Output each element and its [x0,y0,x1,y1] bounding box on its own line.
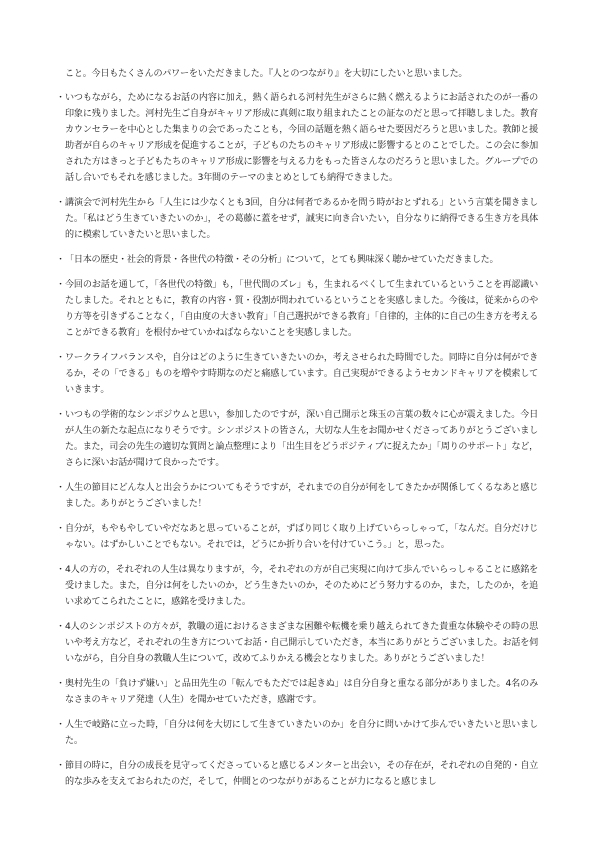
comment-list [56,66,538,799]
bullet-mark: ・ [56,255,65,265]
comment-item [56,676,538,708]
comment-item [56,277,538,341]
bullet-mark: ・ [56,679,65,689]
comment-item [56,619,538,667]
comment-item [56,562,538,610]
comment-item [56,90,538,186]
comment-item [56,480,538,512]
bullet-mark: ・ [56,761,65,771]
comment-text: こと。今日もたくさんのパワーをいただきました。『人とのつながり』を大切にしたいと思いました。 [65,69,468,79]
comment-item [56,252,538,268]
comment-text: ワークライフバランスや，自分はどのように生きていきたいのか，考えさせられた時間でした。同時に自分は何ができるか，その「できる」ものを増やす時期なのだと痛感しています。自己実現ができるようセカンドキャリアを模索していきます。 [65,353,538,395]
bullet-mark: ・ [56,622,65,632]
bullet-mark: ・ [56,524,65,534]
comment-text: 4人のシンポジストの方々が，教職の道におけるさまざまな困難や転機を乗り越えられてきた貴重な体験やその時の思いや考え方など，それぞれの生き方についてお話・自己開示していただき，本当にありがとうございました。お話を伺いながら，自分自身の教職人生について，改めてふりかえる機会となりました。ありがとうございました！ [65,622,538,664]
comment-text: いつもながら，ためになるお話の内容に加え，熱く語られる河村先生がさらに熱く燃えるようにお話されたのが一番の印象に残りました。河村先生ご自身がキャリア形成に真剣に取り組まれたことの証なのだと思って拝聴しました。教育カウンセラーを中心とした集まりの会であったことも，今回の話題を熱く語らせた要因だろうと思いました。教師と援助者が自らのキャリア形成を促進することが，子どものたちのキャリア形成に影響するとのことでした。この会に参加された方はきっと子どもたちのキャリア形成に影響を与える力をもった皆さんなのだろうと思いました。グループでの話し合いでもそれを感じました。3年間のテーマのまとめとしても納得できました。 [65,93,538,183]
bullet-mark: ・ [56,410,65,420]
comment-text: 4人の方の，それぞれの人生は異なりますが，今，それぞれの方が自己実現に向けて歩んでいらっしゃることに感銘を受けました。また，自分は何をしたいのか，どう生きたいのか，そのためにどう努力するのか，また，したのか，を追い求めてこられたことに，感銘を受けました。 [65,565,538,607]
comment-item [56,195,538,243]
comment-item [56,521,538,553]
bullet-mark: ・ [56,565,65,575]
comment-item [56,66,538,82]
comment-text: いつもの学術的なシンポジウムと思い，参加したのですが，深い自己開示と珠玉の言葉の数々に心が震えました。今日が人生の新たな起点になりそうです。シンポジストの皆さん，大切な人生をお聞かせくださってありがとうございました。また，司会の先生の適切な質問と論点整理により「出生目をどうポジティブに捉えたか」「周りのサポート」など，さらに深いお話が聞けて良かったです。 [65,410,539,468]
bullet-mark: ・ [56,483,65,493]
comment-text: 自分が，もやもやしていやだなあと思っていることが，ずばり同じく取り上げていらっしゃって，「なんだ。自分だけじゃない。はずかしいことでもない。それでは，どうにか折り合いを付けていこう。」と，思った。 [65,524,539,550]
bullet-mark: ・ [56,198,65,208]
comment-text: 講演会で河村先生から「人生には少なくとも3回，自分は何者であるかを問う時がおとずれる」という言葉を聞きました。「私はどう生きていきたいのか」，その葛藤に蓋をせず，誠実に向き合いたい，自分なりに納得できる生き方を具体的に模索していきたいと思いました。 [65,198,538,240]
comment-item [56,717,538,749]
comment-text: 「日本の歴史・社会的背景・各世代の特徴・その分析」について，とても興味深く聴かせていただきました。 [65,255,499,265]
bullet-mark: ・ [56,93,65,103]
comment-text: 人生で岐路に立った時，「自分は何を大切にして生きていきたいのか」を自分に問いかけて歩んでいきたいと思いました。 [65,720,538,746]
comment-text: 節目の時に，自分の成長を見守ってくださっていると感じるメンターと出会い，その存在が，それぞれの自発的・自立的な歩みを支えておられたのだ，そして，仲間とのつながりがあることが力になると感じまし [65,761,538,787]
bullet-mark: ・ [56,280,65,290]
comment-item [56,350,538,398]
comment-text: 今回のお話を通して，「各世代の特徴」も，「世代間のズレ」も，生まれるべくして生まれているということを再認識いたしました。それとともに，教育の内容・質・役割が問われているということを実感しました。今後は，従来からのやり方等を引きずることなく，「自由度の大きい教育」「自己選択ができる教育」「自律的，主体的に自己の生き方を考えることができる教育」を根付かせていかねばならないことを実感しました。 [65,280,538,338]
comment-item [56,758,538,790]
comment-text: 人生の節目にどんな人と出会うかについてもそうですが，それまでの自分が何をしてきたかが関係してくるなあと感じました。ありがとうございました！ [65,483,538,509]
comment-text: 奥村先生の「負けず嫌い」と品田先生の「転んでもただでは起きぬ」は自分自身と重なる部分がありました。4名のみなさまのキャリア発達（人生）を聞かせていただき，感謝です。 [65,679,538,705]
bullet-mark: ・ [56,720,65,730]
bullet-mark: ・ [56,353,65,363]
comment-item [56,407,538,471]
